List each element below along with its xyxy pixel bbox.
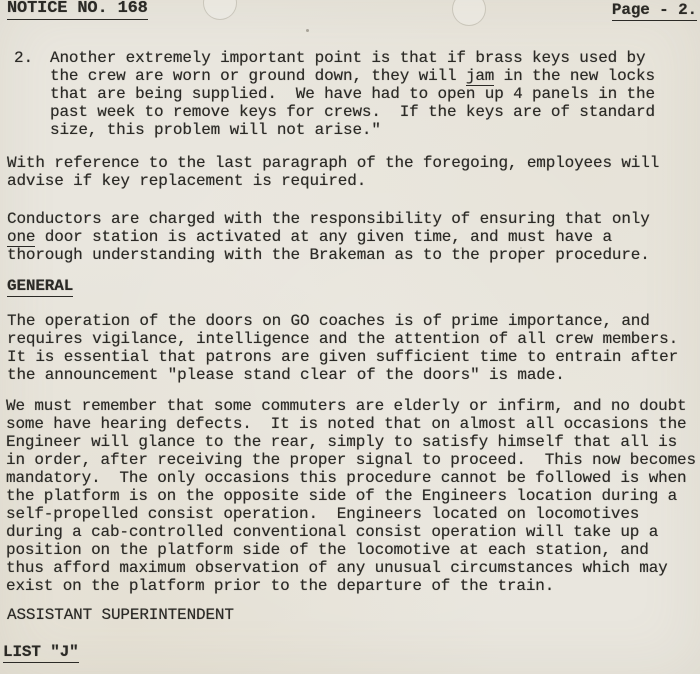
text-line: requires vigilance, intelligence and the attention of all crew members. bbox=[7, 330, 679, 348]
text-line: the platform is on the opposite side of the Engineers location during a bbox=[6, 487, 678, 505]
text-line: thorough understanding with the Brakeman as to the proper procedure. bbox=[7, 246, 650, 264]
punch-hole bbox=[452, 0, 486, 26]
text-line: that are being supplied. We have had to open up 4 panels in the bbox=[50, 85, 655, 103]
text-line: self-propelled consist operation. Engineers located on locomotives bbox=[6, 505, 640, 523]
underlined-word: one bbox=[7, 228, 36, 246]
paragraph-commuters bbox=[6, 397, 696, 595]
paragraph-key-replacement bbox=[7, 154, 659, 190]
paragraph-item-2 bbox=[50, 49, 655, 139]
text-line bbox=[7, 228, 650, 246]
text-line bbox=[50, 67, 655, 85]
notice-title bbox=[7, 0, 148, 18]
text-segment: the crew are worn or ground down, they will bbox=[50, 67, 466, 85]
text-line: Engineer will glance to the rear, simply to satisfy himself that all is bbox=[6, 433, 678, 451]
list-heading bbox=[3, 643, 79, 661]
underlined-word: jam bbox=[465, 67, 495, 85]
text-line: The operation of the doors on GO coaches is of prime importance, and bbox=[7, 312, 650, 330]
paragraph-conductors bbox=[7, 210, 650, 264]
text-line: past week to remove keys for crews. If the keys are of standard bbox=[50, 103, 655, 121]
item-number: 2. bbox=[14, 49, 33, 67]
text-line: during a cab-controlled conventional consist operation will take up a bbox=[6, 523, 659, 541]
text-line: exist on the platform prior to the departure of the train. bbox=[6, 577, 555, 595]
section-heading-general bbox=[7, 277, 73, 295]
text-line: With reference to the last paragraph of the foregoing, employees will bbox=[7, 154, 660, 172]
paragraph-door-operation bbox=[7, 312, 678, 384]
text-line: advise if key replacement is required. bbox=[7, 172, 367, 190]
notice-title-text: NOTICE NO. 168 bbox=[7, 0, 148, 18]
section-heading-text: GENERAL bbox=[7, 277, 74, 295]
punch-hole bbox=[203, 0, 237, 20]
page-number-text: Page - 2. bbox=[611, 1, 697, 19]
text-segment: in the new locks bbox=[494, 67, 655, 85]
text-line: position on the platform side of the locomotive at each station, and bbox=[6, 541, 649, 559]
text-line: thus afford maximum observation of any unusual circumstances which may bbox=[6, 559, 668, 577]
signature-line: ASSISTANT SUPERINTENDENT bbox=[7, 606, 234, 624]
text-line: Another extremely important point is that if brass keys used by bbox=[50, 49, 646, 67]
text-segment: door station is activated at any given time, and must have a bbox=[35, 228, 612, 246]
text-line: in order, after receiving the proper signal to proceed. This now becomes bbox=[6, 451, 696, 469]
text-line: size, this problem will not arise." bbox=[50, 121, 381, 139]
text-line: We must remember that some commuters are elderly or infirm, and no doubt bbox=[6, 397, 687, 415]
text-line: the announcement "please stand clear of the doors" is made. bbox=[7, 366, 565, 384]
ink-speck bbox=[306, 29, 309, 32]
text-line: It is essential that patrons are given sufficient time to entrain after bbox=[7, 348, 679, 366]
text-line: Conductors are charged with the responsibility of ensuring that only bbox=[7, 210, 650, 228]
text-line: mandatory. The only occasions this procedure cannot be followed is when bbox=[6, 469, 687, 487]
list-heading-text: LIST "J" bbox=[3, 643, 79, 661]
text-line: some have hearing defects. It is noted that on almost all occasions the bbox=[6, 415, 687, 433]
page-number bbox=[612, 1, 697, 19]
